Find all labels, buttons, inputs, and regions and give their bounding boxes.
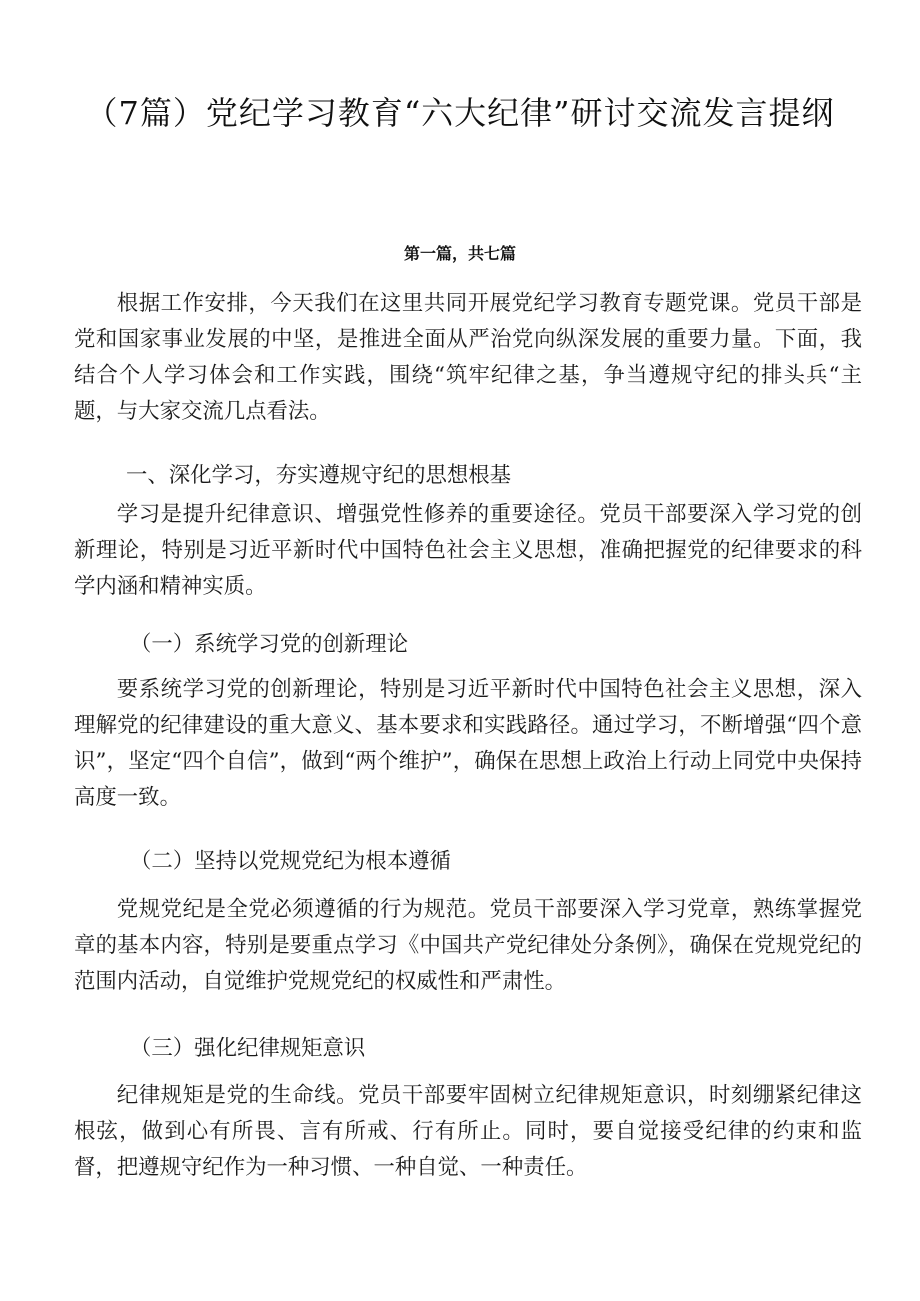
heading-section-1: 一、深化学习，夯实遵规守纪的思想根基	[126, 463, 512, 488]
paragraph-intro: 根据工作安排，今天我们在这里共同开展党纪学习教育专题党课。党员干部是党和国家事业发展的中坚，是推进全面从严治党向纵深发展的重要力量。下面，我结合个人学习体会和工作实践，围绕“筑牢纪律之基，争当遵规守纪的排头兵“主题，与大家交流几点看法。	[74, 291, 862, 424]
subheading-3: （三）强化纪律规矩意识	[130, 1036, 366, 1061]
paragraph-section-1: 学习是提升纪律意识、增强党性修养的重要途径。党员干部要深入学习党的创新理论，特别是习近平新时代中国特色社会主义思想，准确把握党的纪律要求的科学内涵和精神实质。	[74, 502, 862, 599]
document-title: （7篇）党纪学习教育“六大纪律”研讨交流发言提纲	[85, 94, 835, 132]
paragraph-subsection-1: 要系统学习党的创新理论，特别是习近平新时代中国特色社会主义思想，深入理解党的纪律建设的重大意义、基本要求和实践路径。通过学习，不断增强“四个意识”，坚定“四个自信”，做到“两个维护”，确保在思想上政治上行动上同党中央保持高度一致。	[74, 677, 862, 810]
subheading-2: （二）坚持以党规党纪为根本遵循	[130, 849, 451, 874]
subheading-1: （一）系统学习党的创新理论	[130, 632, 409, 657]
paragraph-subsection-2: 党规党纪是全党必须遵循的行为规范。党员干部要深入学习党章，熟练掌握党章的基本内容，特别是要重点学习《中国共产党纪律处分条例》，确保在党规党纪的范围内活动，自觉维护党规党纪的权威性和严肃性。	[74, 897, 862, 994]
paragraph-subsection-3: 纪律规矩是党的生命线。党员干部要牢固树立纪律规矩意识，时刻绷紧纪律这根弦，做到心有所畏、言有所戒、行有所止。同时，要自觉接受纪律的约束和监督，把遵规守纪作为一种习惯、一种自觉、一种责任。	[74, 1083, 862, 1180]
section-label: 第一篇，共七篇	[403, 244, 516, 263]
